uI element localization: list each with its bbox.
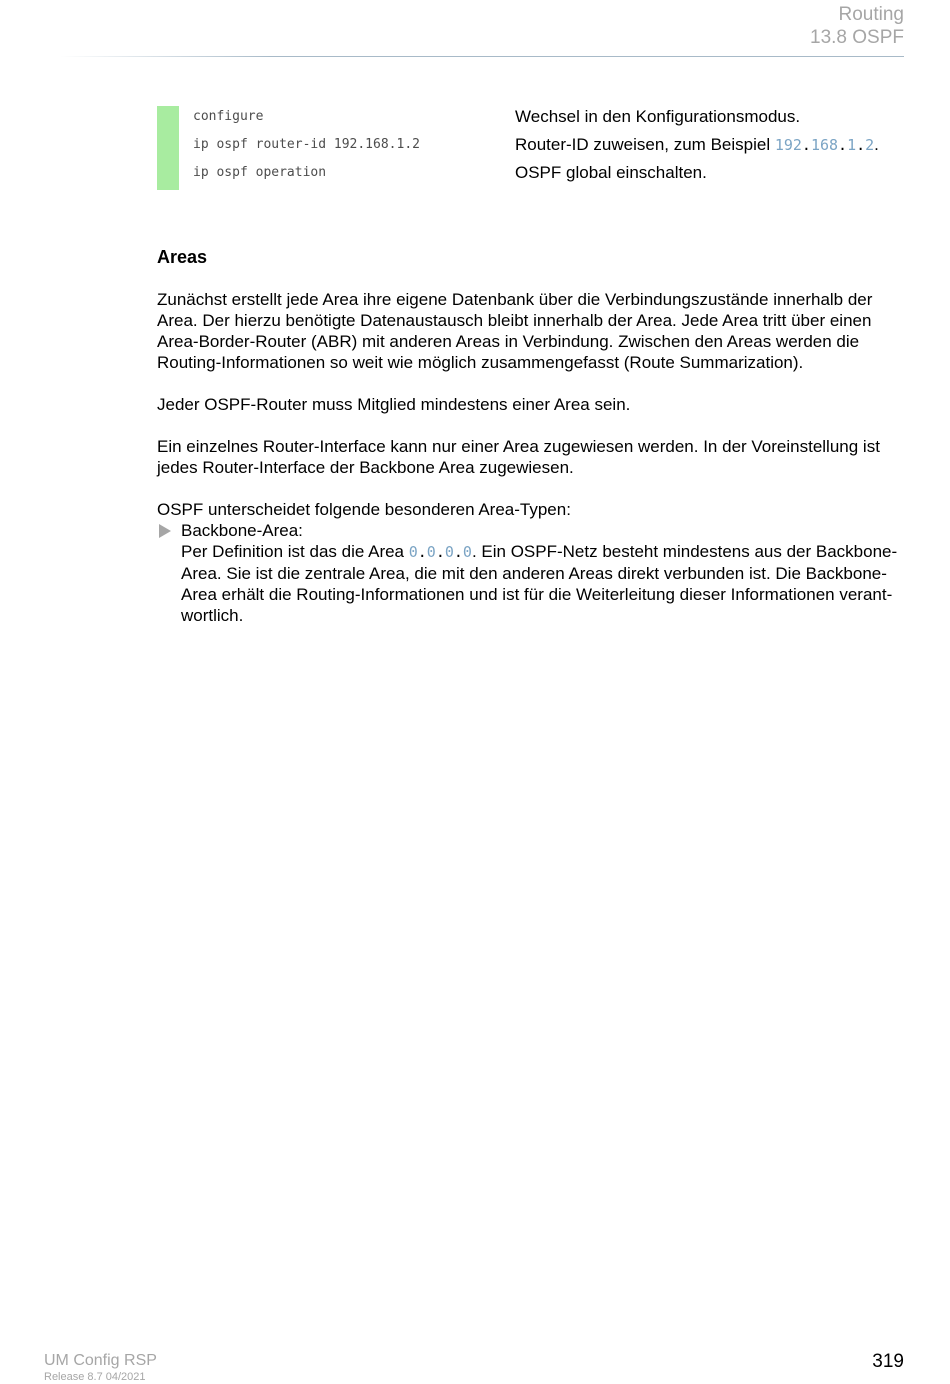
command-row xyxy=(157,106,917,134)
page-number: 319 xyxy=(872,1351,904,1372)
triangle-right-icon xyxy=(159,524,171,538)
command-description: OSPF global einschalten. xyxy=(515,163,707,182)
description-prefix: Router-ID zuweisen, zum Beispiel xyxy=(515,135,775,154)
page-footer xyxy=(44,1351,157,1384)
command-table xyxy=(157,106,917,190)
footer-title: UM Config RSP xyxy=(44,1352,157,1369)
page-header xyxy=(810,3,904,49)
octet: 1 xyxy=(847,136,857,154)
octet: 0 xyxy=(426,543,436,561)
paragraph: Jeder OSPF-Router muss Mitglied mindestens einer Area sein. xyxy=(157,395,631,414)
section-title: Areas xyxy=(157,247,208,267)
octet: 168 xyxy=(810,136,839,154)
router-id-value: 192.168.1.2 xyxy=(774,136,875,154)
bullet-title: Backbone-Area: xyxy=(181,521,303,540)
command-row xyxy=(157,162,917,190)
command-code: configure xyxy=(193,109,264,124)
command-description xyxy=(515,135,879,155)
description-suffix: . xyxy=(874,135,879,154)
octet: 0 xyxy=(462,543,472,561)
bullet-text-suffix: . Ein OSPF-Netz besteht mindestens aus der Backbone-Area. Sie ist die zentrale Area, die mit den anderen Areas direkt verbunden ist. Die Backbone-Area erhält die Routing-Informationen und ist für die Weiterleitung dieser Informationen verant-wortlich. xyxy=(181,542,898,625)
octet: 2 xyxy=(865,136,875,154)
command-row xyxy=(157,134,917,162)
header-section: 13.8 OSPF xyxy=(810,27,904,48)
octet: 0 xyxy=(444,543,454,561)
bullet-text xyxy=(181,541,909,626)
area-types-intro: OSPF unterscheidet folgende besonderen Area-Typen: xyxy=(157,500,571,519)
paragraph: Ein einzelnes Router-Interface kann nur einer Area zugewiesen werden. In der Voreinstellung ist jedes Router-Interface der Backbone Area zugewiesen. xyxy=(157,437,880,477)
bullet-item-backbone xyxy=(157,520,909,626)
command-code: ip ospf operation xyxy=(193,165,327,180)
footer-release: Release 8.7 04/2021 xyxy=(44,1371,146,1383)
header-chapter: Routing xyxy=(838,4,904,25)
octet: 0 xyxy=(408,543,418,561)
header-divider xyxy=(60,56,904,57)
areas-section xyxy=(157,245,909,626)
octet: 192 xyxy=(774,136,802,154)
command-code: ip ospf router-id 192.168.1.2 xyxy=(193,137,420,152)
area-id-value: 0.0.0.0 xyxy=(408,543,472,561)
bullet-text-prefix: Per Definition ist das die Area xyxy=(181,542,409,561)
paragraph: Zunächst erstellt jede Area ihre eigene Datenbank über die Verbindungszustände innerhalb der Area. Der hierzu benötigte Datenaustausch bleibt innerhalb der Area. Jede Area tritt über einen Area-Border-Router (ABR) mit anderen Areas in Verbindung. Zwischen den Areas werden die Routing-Informationen so weit wie möglich zusammengefasst (Route Summarization). xyxy=(157,290,873,372)
command-description: Wechsel in den Konfigurationsmodus. xyxy=(515,107,801,126)
